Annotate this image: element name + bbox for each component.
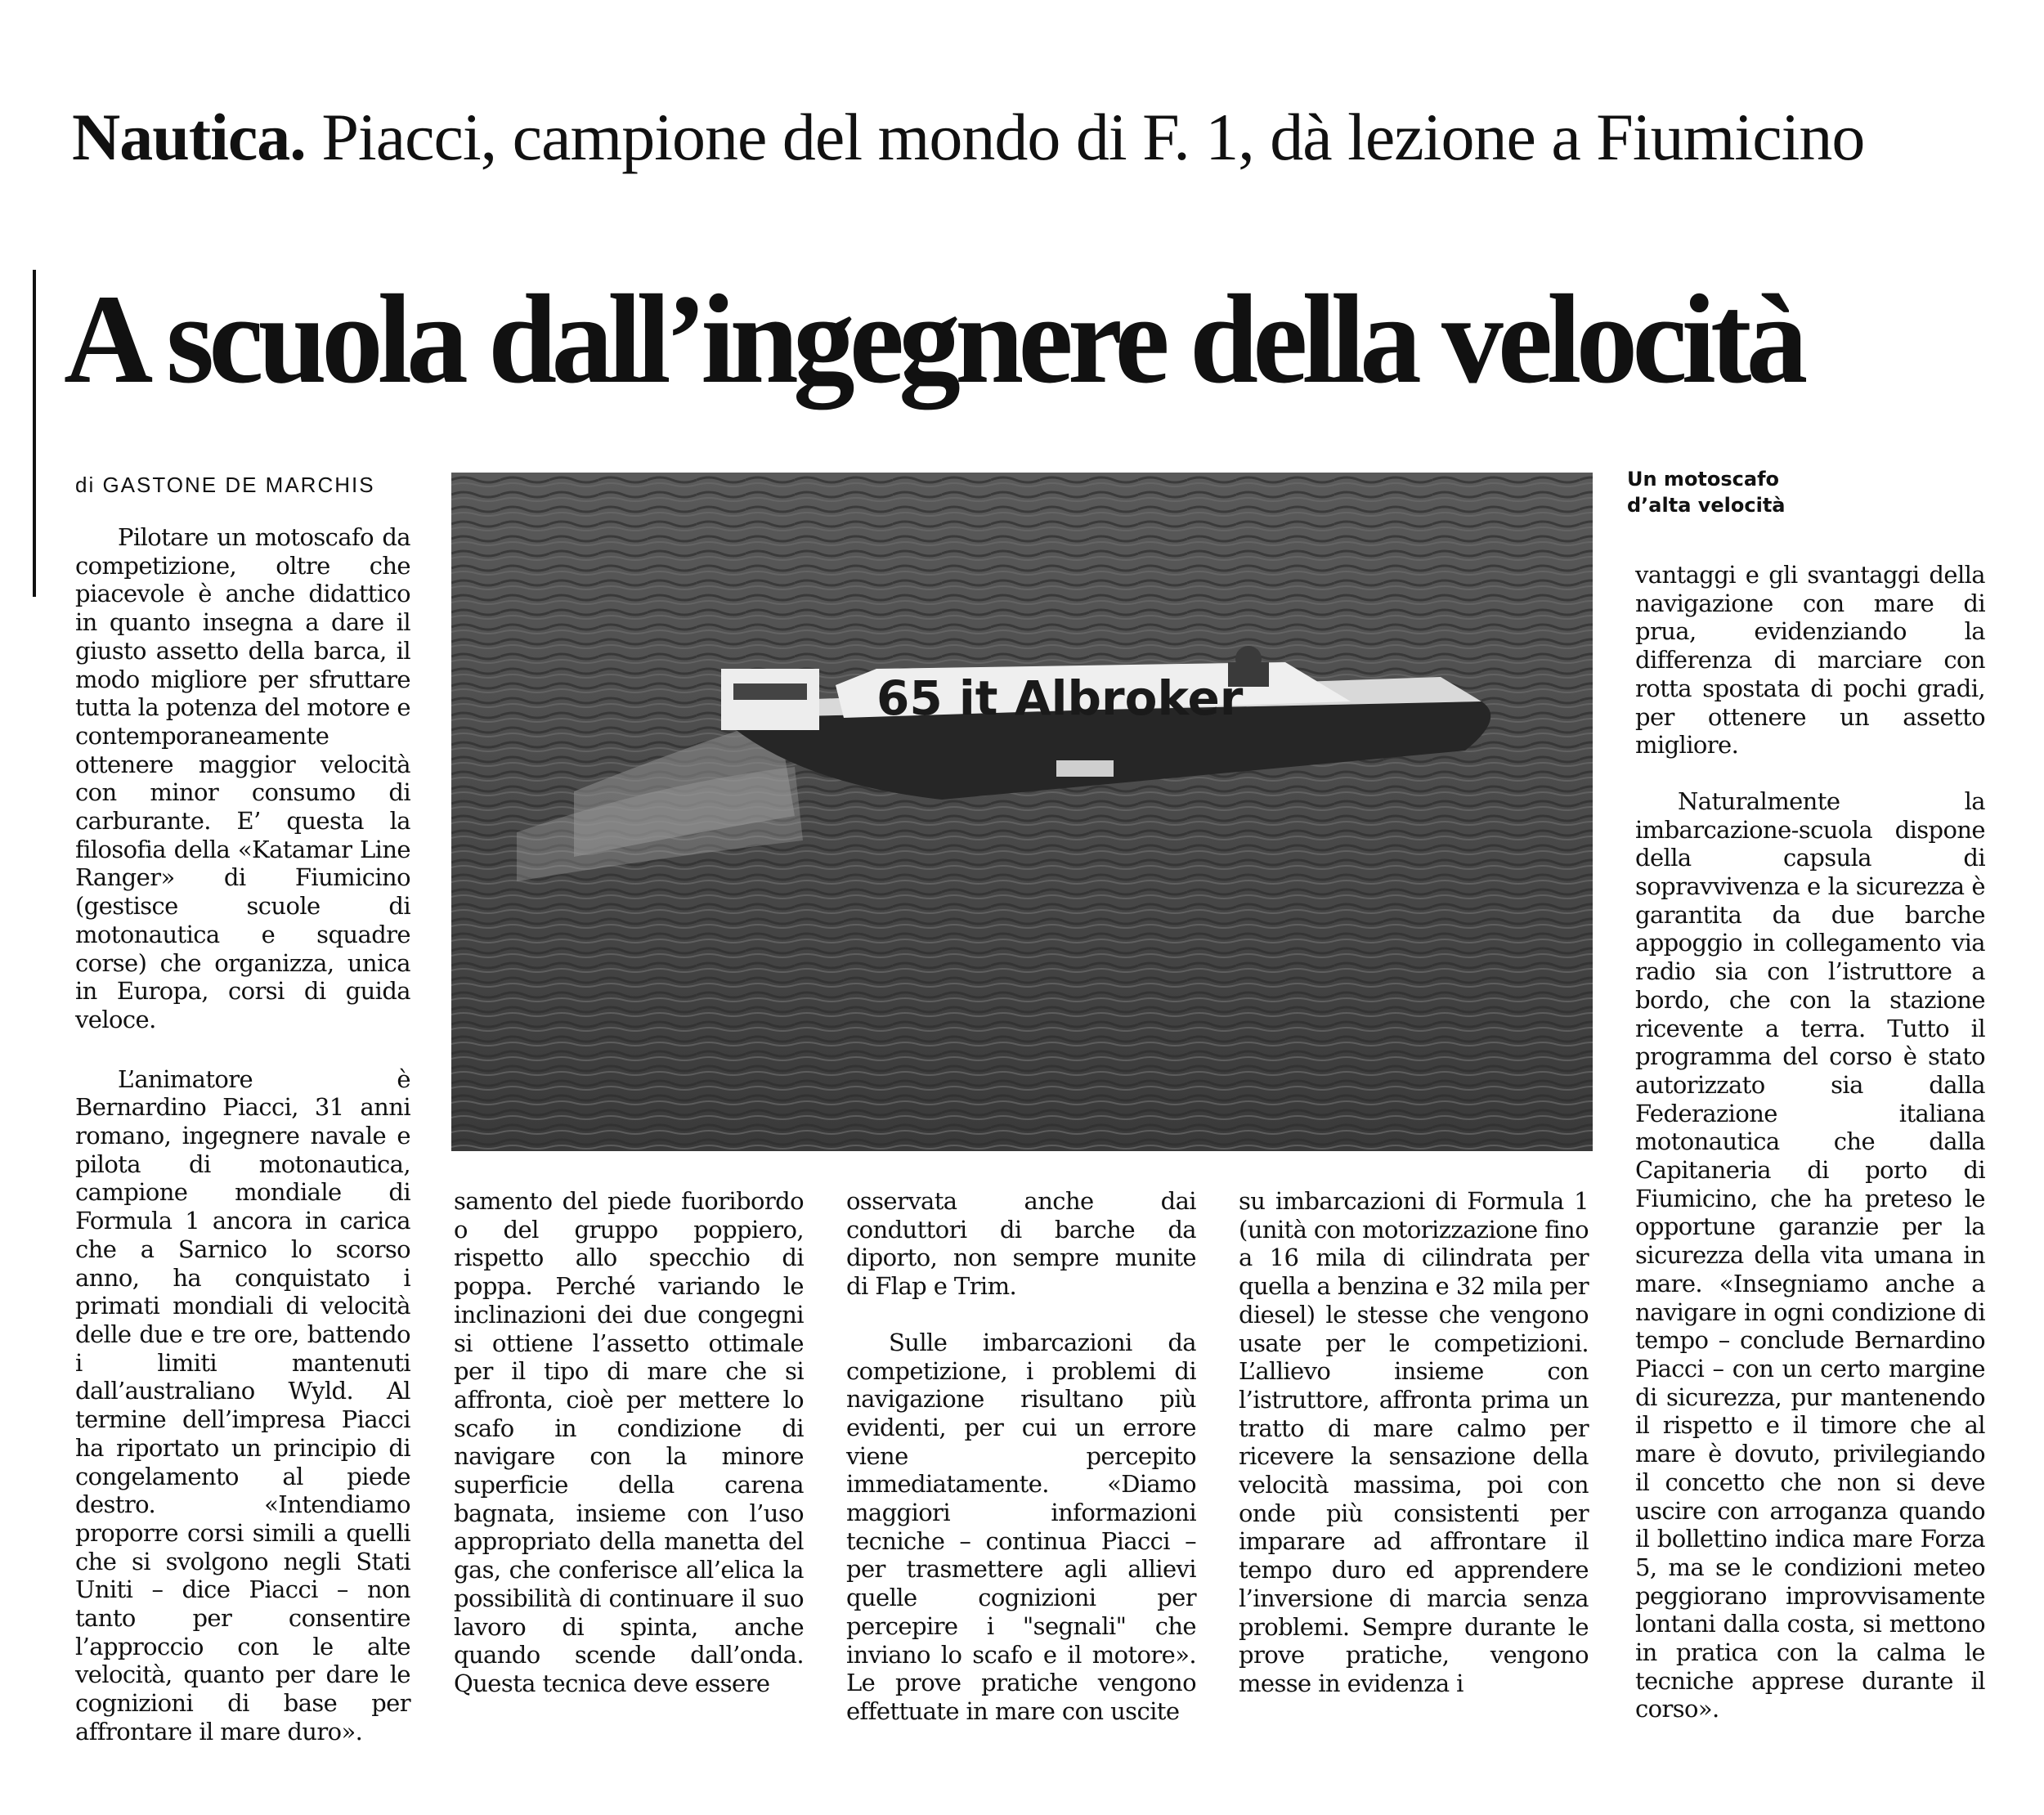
- byline: di GASTONE DE MARCHIS: [75, 473, 375, 497]
- speedboat-photo: [451, 473, 1593, 1151]
- column-2: [454, 1187, 804, 1698]
- paragraph: L’animatore è Bernardino Piacci, 31 anni romano, ingegnere navale e pilota di motonautica, campione mondiale di Formula 1 ancora in carica che a Sarnico lo scorso anno, ha conquistato i primati mondiali di velocità delle due e tre ore, battendo i limiti mantenuti dall’australiano Wyld. Al termine dell’impresa Piacci ha riportato un principio di congelamento al piede destro. «Intendiamo proporre corsi simili a quelli che si svolgono negli Stati Uniti – dice Piacci – non tanto per consentire l’approccio con le alte velocità, quanto per dare le cognizioni di base per affrontare il mare duro».: [75, 1064, 410, 1746]
- paragraph: vantaggi e gli svantaggi della navigazione con mare di prua, evidenziando la differenza di marciare con rotta spostata di pochi gradi, per ottenere un assetto migliore.: [1635, 561, 1985, 760]
- paragraph: su imbarcazioni di Formula 1 (unità con motorizzazione fino a 16 mila di cilindrata per quella a benzina e 32 mila per diesel) le stesse che vengono usate per le competizioni. L’allievo insieme con l’istruttore, affronta prima un tratto di mare calmo per ricevere la sensazione della velocità massima, poi con onde più consistenti per imparare ad affrontare il tempo duro ed apprendere l’inversione di marcia senza problemi. Sempre durante le prove pratiche, vengono messe in evidenza i: [1239, 1187, 1589, 1697]
- column-3: [846, 1187, 1196, 1726]
- kicker-lead: Nautica.: [72, 100, 306, 174]
- kicker: [72, 96, 1952, 178]
- speedboat-illustration: [451, 473, 1593, 1151]
- kicker-text: Piacci, campione del mondo di F. 1, dà lezione a Fiumicino: [321, 100, 1865, 174]
- paragraph: Naturalmente la imbarcazione-scuola dispone della capsula di sopravvivenza e la sicurezza è garantita da due barche appoggio in collegamento via radio sia con l’istruttore a bordo, che con la stazione ricevente a terra. Tutto il programma del corso è stato autorizzato sia dalla Federazione italiana motonautica che dalla Capitaneria di porto di Fiumicino, che ha preteso le opportune garanzie per la sicurezza della vita umana in mare. «Insegniamo anche a navigare in ogni condizione di tempo – conclude Bernardino Piacci – con un certo margine di sicurezza, pur mantenendo il rispetto e il timore che al mare è dovuto, privilegiando il concetto che non si deve uscire con arroganza quando il bollettino indica mare Forza 5, ma se le condizioni meteo peggiorano improvvisamente lontani dalla costa, si mettono in pratica con la calma le tecniche apprese durante il corso».: [1635, 786, 1985, 1723]
- paragraph: samento del piede fuoribordo o del gruppo poppiero, rispetto allo specchio di poppa. Perché variando le inclinazioni dei due congegni si ottiene l’assetto ottimale per il tipo di mare che si affronta, cioè per mettere lo scafo in condizione di navigare con la minore superficie della carena bagnata, insieme con l’uso appropriato della manetta del gas, che conferisce all’elica la possibilità di continuare il suo lavoro di spinta, anche quando scende dall’onda. Questa tecnica deve essere: [454, 1187, 804, 1697]
- headline: A scuola dall’ingegnere della velocità: [64, 268, 1803, 410]
- column-1: [75, 523, 410, 1746]
- column-5: [1635, 561, 1985, 1723]
- column-4: [1239, 1187, 1589, 1698]
- paragraph: Pilotare un motoscafo da competizione, oltre che piacevole è anche didattico in quanto insegna a dare il giusto assetto della barca, il modo migliore per sfruttare tutta la potenza del motore e contemporaneamente ottenere maggior velocità con minor consumo di carburante. E’ questa la filosofia della «Katamar Line Ranger» di Fiumicino (gestisce scuole di motonautica e squadre corse) che organizza, unica in Europa, corsi di guida veloce.: [75, 523, 410, 1033]
- vertical-rule: [33, 270, 36, 597]
- paragraph: Sulle imbarcazioni da competizione, i problemi di navigazione risultano più evidenti, per cui un errore viene percepito immediatamente. «Diamo maggiori informazioni tecniche – continua Piacci – per trasmettere agli allievi quelle cognizioni per percepire i "segnali" che inviano lo scafo e il motore». Le prove pratiche vengono effettuate in mare con uscite: [846, 1328, 1196, 1725]
- photo-caption: Un motoscafo d’alta velocità: [1627, 468, 1786, 517]
- hull-lettering: 65 it Albroker: [876, 670, 1244, 726]
- paragraph: osservata anche dai conduttori di barche da diporto, non sempre munite di Flap e Trim.: [846, 1187, 1196, 1301]
